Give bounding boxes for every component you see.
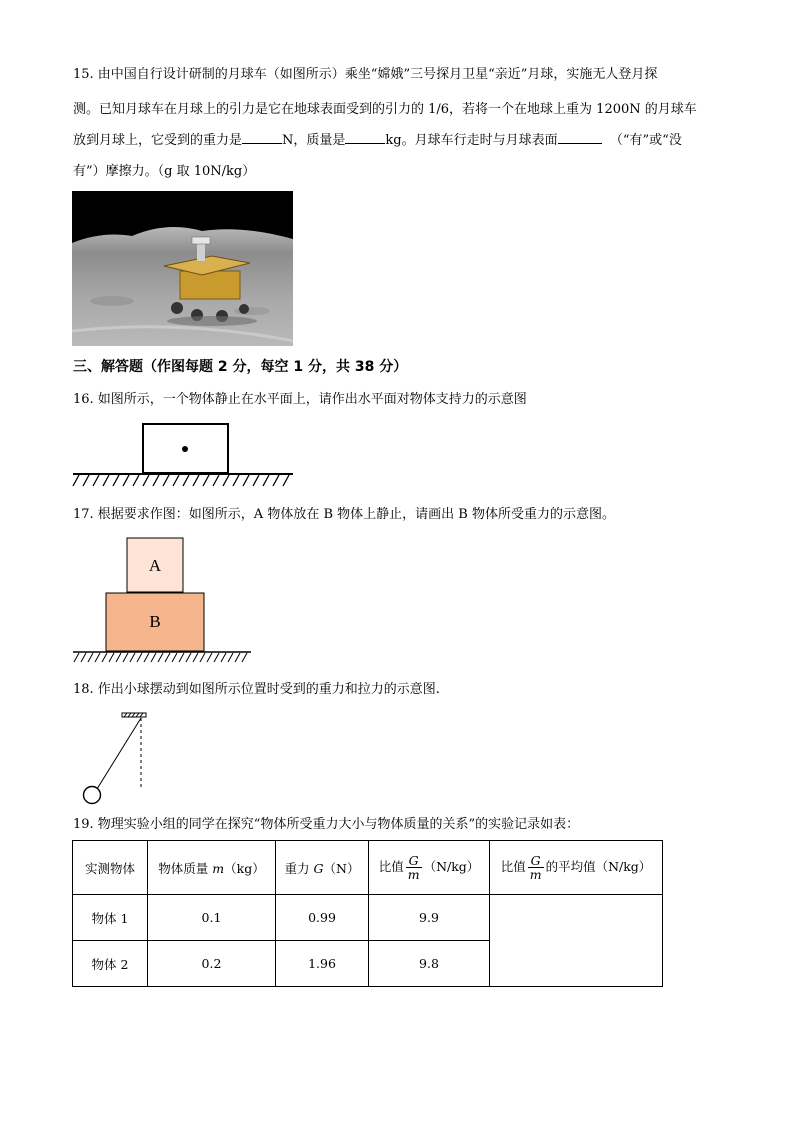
answer-blank-weight[interactable] bbox=[242, 129, 282, 144]
pendulum-string bbox=[97, 718, 141, 789]
cell-mass: 0.2 bbox=[148, 941, 276, 987]
header-ratio bbox=[369, 841, 490, 895]
fraction-g-over-m: $\frac{G}{m}$ bbox=[529, 853, 542, 882]
header-ratio-unit: （N/kg） bbox=[423, 859, 480, 874]
table-header-row bbox=[73, 841, 663, 895]
cell-average-answer[interactable] bbox=[490, 895, 663, 987]
q17-stacked-blocks-diagram bbox=[73, 536, 253, 666]
cell-object: 物体 2 bbox=[73, 941, 148, 987]
fraction-g-over-m: $\frac{G}{m}$ bbox=[407, 853, 420, 882]
cell-weight: 1.96 bbox=[276, 941, 369, 987]
q15-line2: 测。已知月球车在月球上的引力是它在地球表面受到的引力的 1/6，若将一个在地球上重为 1200N 的月球车 bbox=[73, 102, 697, 117]
header-average bbox=[490, 841, 663, 895]
answer-blank-friction[interactable] bbox=[558, 129, 602, 144]
block-a-label: A bbox=[148, 556, 162, 575]
header-weight-unit: （N） bbox=[323, 860, 360, 876]
section-heading: 三、解答题（作图每题 2 分，每空 1 分，共 38 分） bbox=[73, 359, 408, 375]
q18-text: 18. 作出小球摆动到如图所示位置时受到的重力和拉力的示意图. bbox=[73, 682, 440, 697]
q16-block-on-surface-diagram bbox=[73, 422, 295, 492]
cell-ratio: 9.9 bbox=[369, 895, 490, 941]
q15-line1: 15. 由中国自行设计研制的月球车（如图所示）乘坐“嫦娥”三号探月卫星“亲近”月球，实施无人登月探 bbox=[73, 67, 658, 82]
q18-pendulum-diagram bbox=[78, 712, 168, 807]
q16-text: 16. 如图所示，一个物体静止在水平面上，请作出水平面对物体支持力的示意图 bbox=[73, 392, 527, 407]
header-weight-label: 重力 bbox=[284, 860, 314, 876]
q15-text-a: 放到月球上，它受到的重力是 bbox=[73, 133, 243, 148]
answer-blank-mass[interactable] bbox=[345, 129, 385, 144]
table-row bbox=[73, 895, 663, 941]
header-weight bbox=[276, 841, 369, 895]
header-ratio-label: 比值 bbox=[378, 859, 404, 874]
q19-text: 19. 物理实验小组的同学在探究“物体所受重力大小与物体质量的关系”的实验记录如表： bbox=[73, 817, 580, 832]
block-b-label: B bbox=[149, 612, 161, 631]
cell-ratio: 9.8 bbox=[369, 941, 490, 987]
header-average-label: 比值 bbox=[500, 859, 526, 874]
q15-text-d: （“有”或“没 bbox=[609, 133, 682, 148]
ground-hatching bbox=[74, 653, 247, 662]
pendulum-ball bbox=[84, 787, 101, 804]
q17-text: 17. 根据要求作图：如图所示，A 物体放在 B 物体上静止，请画出 B 物体所受重力的示意图。 bbox=[73, 507, 615, 522]
cell-weight: 0.99 bbox=[276, 895, 369, 941]
header-average-post: 的平均值（N/kg） bbox=[545, 859, 652, 874]
q15-line3 bbox=[73, 127, 723, 154]
q15-text-b: N，质量是 bbox=[282, 133, 346, 148]
ground-hatching bbox=[73, 475, 289, 486]
cell-mass: 0.1 bbox=[148, 895, 276, 941]
cell-object: 物体 1 bbox=[73, 895, 148, 941]
center-point bbox=[182, 446, 188, 452]
header-mass-unit: （kg） bbox=[224, 860, 265, 876]
q19-data-table bbox=[72, 840, 663, 987]
header-mass bbox=[148, 841, 276, 895]
q15-text-c: kg。月球车行走时与月球表面 bbox=[385, 133, 558, 148]
header-mass-var: m bbox=[212, 860, 225, 876]
q15-line4: 有”）摩擦力。（g 取 10N/kg） bbox=[73, 164, 256, 179]
lunar-rover-photo bbox=[72, 191, 293, 346]
header-object: 实测物体 bbox=[73, 841, 148, 895]
header-weight-var: G bbox=[313, 860, 324, 876]
header-mass-label: 物体质量 bbox=[158, 860, 213, 876]
